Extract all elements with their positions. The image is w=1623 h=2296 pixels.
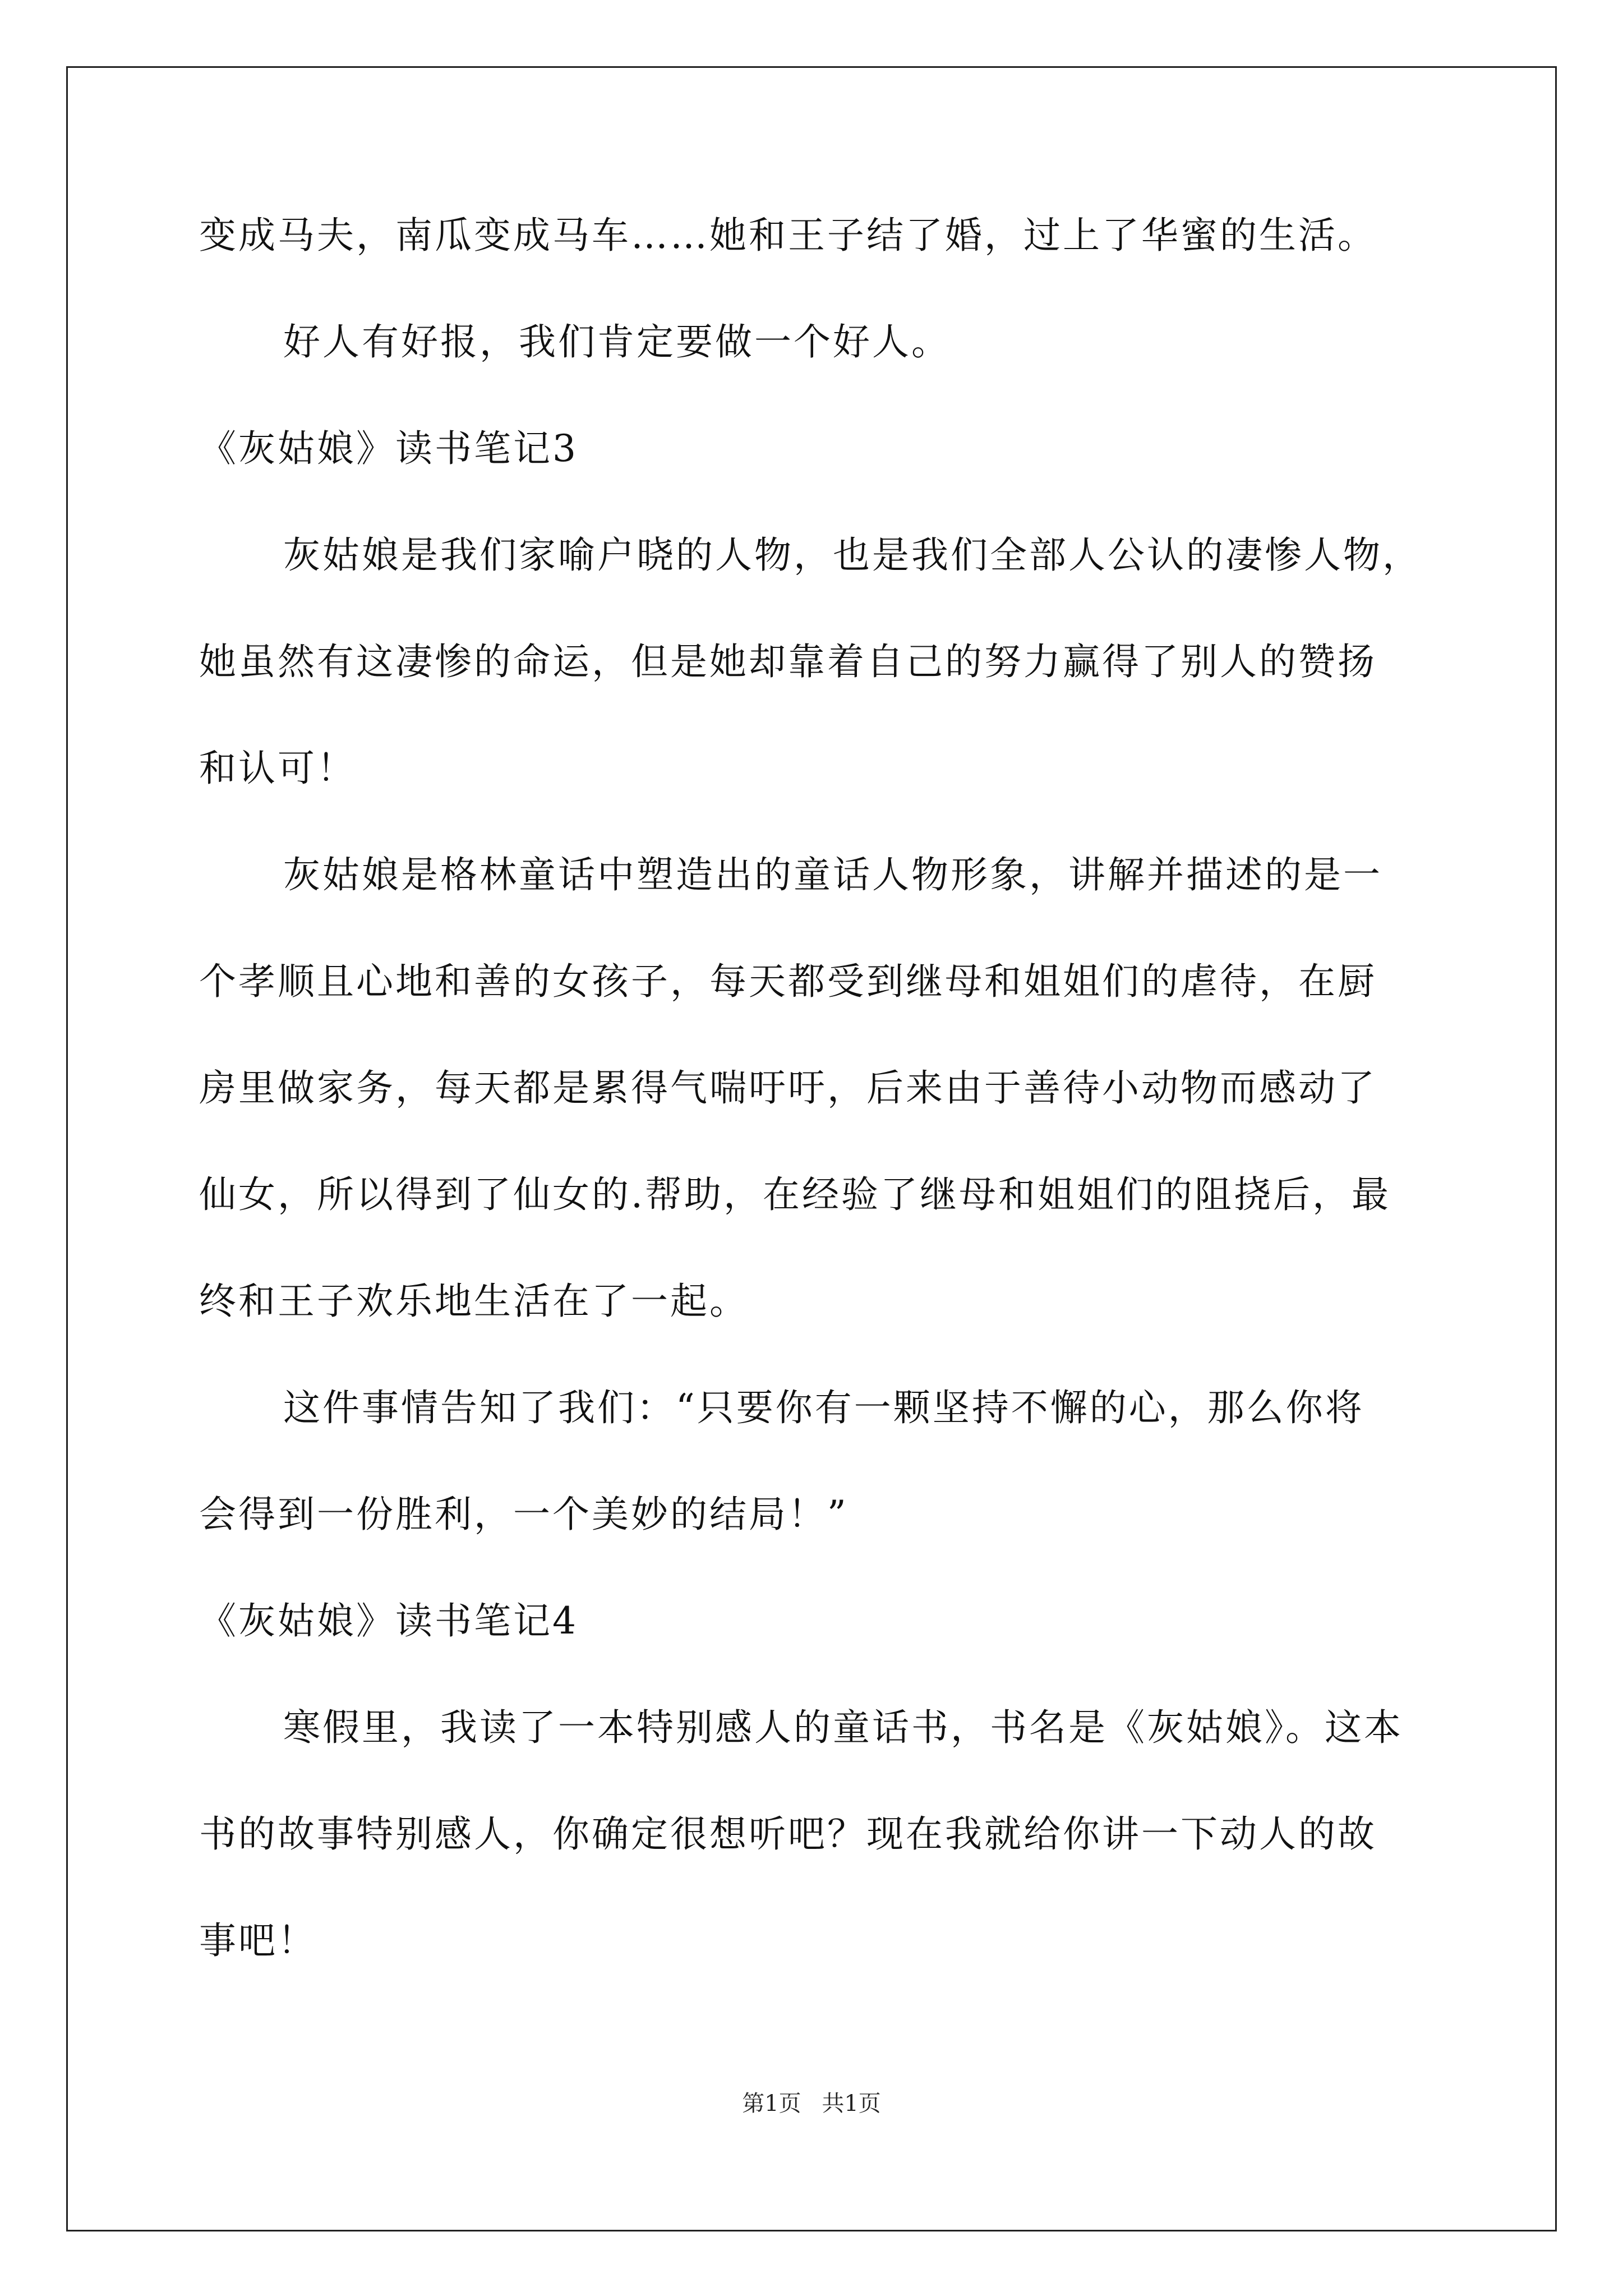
paragraph-line: 个孝顺且心地和善的女孩子，每天都受到继母和姐姐们的虐待，在厨 bbox=[199, 960, 1377, 1003]
paragraph-line: 寒假里，我读了一本特别感人的童话书，书名是《灰姑娘》。这本 bbox=[283, 1706, 1403, 1749]
paragraph-line: 和认可！ bbox=[199, 747, 356, 790]
paragraph-line: 她虽然有这凄惨的命运，但是她却靠着自己的努力赢得了别人的赞扬 bbox=[199, 640, 1377, 683]
paragraph-line: 事吧！ bbox=[199, 1919, 317, 1962]
paragraph-line: 书的故事特别感人，你确定很想听吧？现在我就给你讲一下动人的故 bbox=[199, 1812, 1377, 1856]
paragraph-line: 终和王子欢乐地生活在了一起。 bbox=[199, 1280, 749, 1323]
paragraph-line: 灰姑娘是格林童话中塑造出的童话人物形象，讲解并描述的是一 bbox=[283, 853, 1382, 896]
section-heading: 《灰姑娘》读书笔记4 bbox=[199, 1599, 578, 1642]
paragraph-line: 好人有好报，我们肯定要做一个好人。 bbox=[283, 320, 951, 364]
paragraph-line: 仙女，所以得到了仙女的.帮助，在经验了继母和姐姐们的阻挠后，最 bbox=[199, 1173, 1391, 1216]
paragraph-line: 变成马夫，南瓜变成马车……她和王子结了婚，过上了华蜜的生活。 bbox=[199, 214, 1377, 257]
paragraph-line: 灰姑娘是我们家喻户晓的人物，也是我们全部人公认的凄惨人物， bbox=[283, 533, 1422, 577]
paragraph-line: 房里做家务，每天都是累得气喘吁吁，后来由于善待小动物而感动了 bbox=[199, 1066, 1377, 1110]
page-footer: 第1页 共1页 bbox=[742, 2091, 881, 2116]
section-heading: 《灰姑娘》读书笔记3 bbox=[199, 427, 578, 470]
paragraph-line: 会得到一份胜利，一个美妙的结局！” bbox=[199, 1493, 849, 1536]
paragraph-line: 这件事情告知了我们：“只要你有一颗坚持不懈的心，那么你将 bbox=[283, 1386, 1364, 1429]
page-border bbox=[66, 66, 1557, 2231]
